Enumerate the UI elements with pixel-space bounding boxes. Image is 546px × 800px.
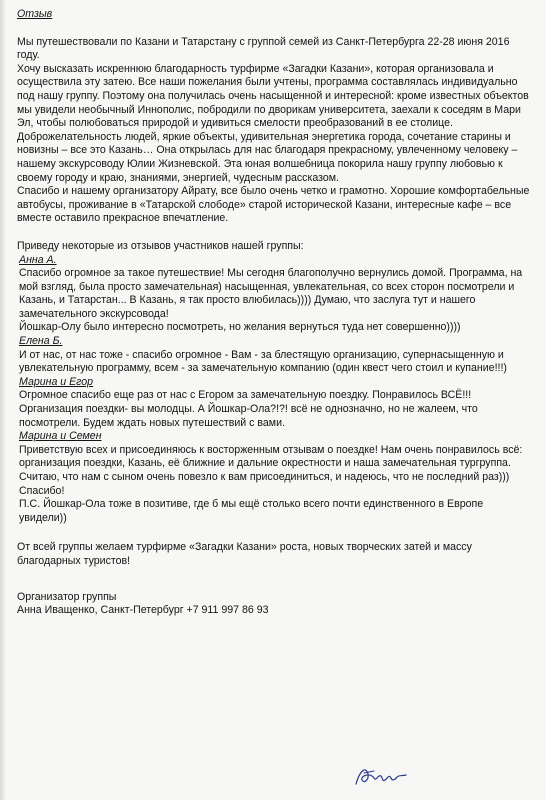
signature-role: Организатор группы <box>17 590 117 603</box>
main-text <box>17 36 530 226</box>
letter-title: Отзыв <box>17 8 53 20</box>
review-marina-semen <box>17 430 530 525</box>
review-text: Йошкар-Олу было интересно посмотреть, но желания вернуться туда нет совершенно)))) <box>19 321 461 334</box>
review-text: Приветствую всех и присоединяюсь к восторженным отзывам о поездке! Нам очень понравилось всё: организация поездки, Казань, её ближние и дальние окрестности и наша замечательная тургруппа. Считаю, что нам с сыном очень повезло к вам присоединиться, и надеюсь, что не последний раз))) Спасибо! <box>19 443 523 497</box>
paragraph-guide: Доброжелательность людей, яркие объекты, удивительная энергетика города, сочетание старины и новизны – все это Казань… Она открылась для нас благодаря прекрасному, увлеченному человеку – нашему экскурсоводу Юлии Жизневской. Эта юная волшебница покорила нашу группу любовью к своему городу и краю, знаниями, энергией, чудесным рассказом. <box>17 130 518 184</box>
paragraph-trip: Мы путешествовали по Казани и Татарстану с группой семей из Санкт-Петербурга 22-28 июня 2016 году. <box>17 35 510 62</box>
reviewer-name: Анна А. <box>19 253 57 266</box>
review-text: И от нас, от нас тоже - спасибо огромное - Вам - за блестящую организацию, супернасыщенную и увлекательную программу, всем - за замечательную компанию (один квест чего стоил и купание!!!) <box>19 348 507 375</box>
review-anna <box>17 254 530 336</box>
review-marina-egor <box>17 376 530 430</box>
paragraph-gratitude: Хочу высказать искреннюю благодарность турфирме «Загадки Казани», которая организовала и осуществила эту затею. Все наши пожелания были учтены, программа составлялась индивидуально под нашу группу. Поэтому она получилась очень насыщенной и интересной: кроме известных объектов мы увидели необычный Иннополис, побродили по дворикам университета, заехали к соседям в Мари Эл, чтобы полюбоваться природой и удивиться смелости преобразований в ее столице. <box>17 62 529 130</box>
closing-wish: От всей группы желаем турфирме «Загадки Казани» роста, новых творческих затей и массу благодарных туристов! <box>17 541 472 567</box>
review-text: Огромное спасибо еще раз от нас с Егором за замечательную поездку. Понравилось ВСЁ!!! Организация поездки- вы молодцы. А Йошкар-Ола?!?! всё не однозначно, но не жалеем, что посмотрели. Будем ждать новых путешествий с вами. <box>19 389 478 429</box>
reviews-intro: Приведу некоторые из отзывов участников нашей группы: <box>17 239 304 252</box>
review-text: П.С. Йошкар-Ола тоже в позитиве, где б мы ещё столько всего почти единственного в Европе увидели)) <box>19 498 484 524</box>
reviewer-name: Марина и Семен <box>19 430 102 443</box>
handwritten-signature-icon <box>352 764 412 790</box>
review-elena <box>17 335 530 376</box>
paragraph-organizer: Спасибо и нашему организатору Айрату, все было очень четко и грамотно. Хорошие комфортабельные автобусы, проживание в «Татарской слободе» старой исторической Казани, интересные кафе – все вместе оставило прекрасное впечатление. <box>17 185 530 225</box>
reviewer-name: Марина и Егор <box>19 375 94 388</box>
signature-name-contact: Анна Иващенко, Санкт-Петербург +7 911 997 86 93 <box>17 604 269 617</box>
reviewer-name: Елена Б. <box>19 335 63 348</box>
signature-block <box>17 591 530 618</box>
review-text: Спасибо огромное за такое путешествие! Мы сегодня благополучно вернулись домой. Программа, на мой взгляд, была просто замечательная) насыщенная, увлекательная, со всех сторон посмотрели и Казань, и Татарстан... В Казань, я так просто влюбилась)))) Думаю, что заслуга тут и нашего замечательного экскурсовода! <box>19 267 523 320</box>
